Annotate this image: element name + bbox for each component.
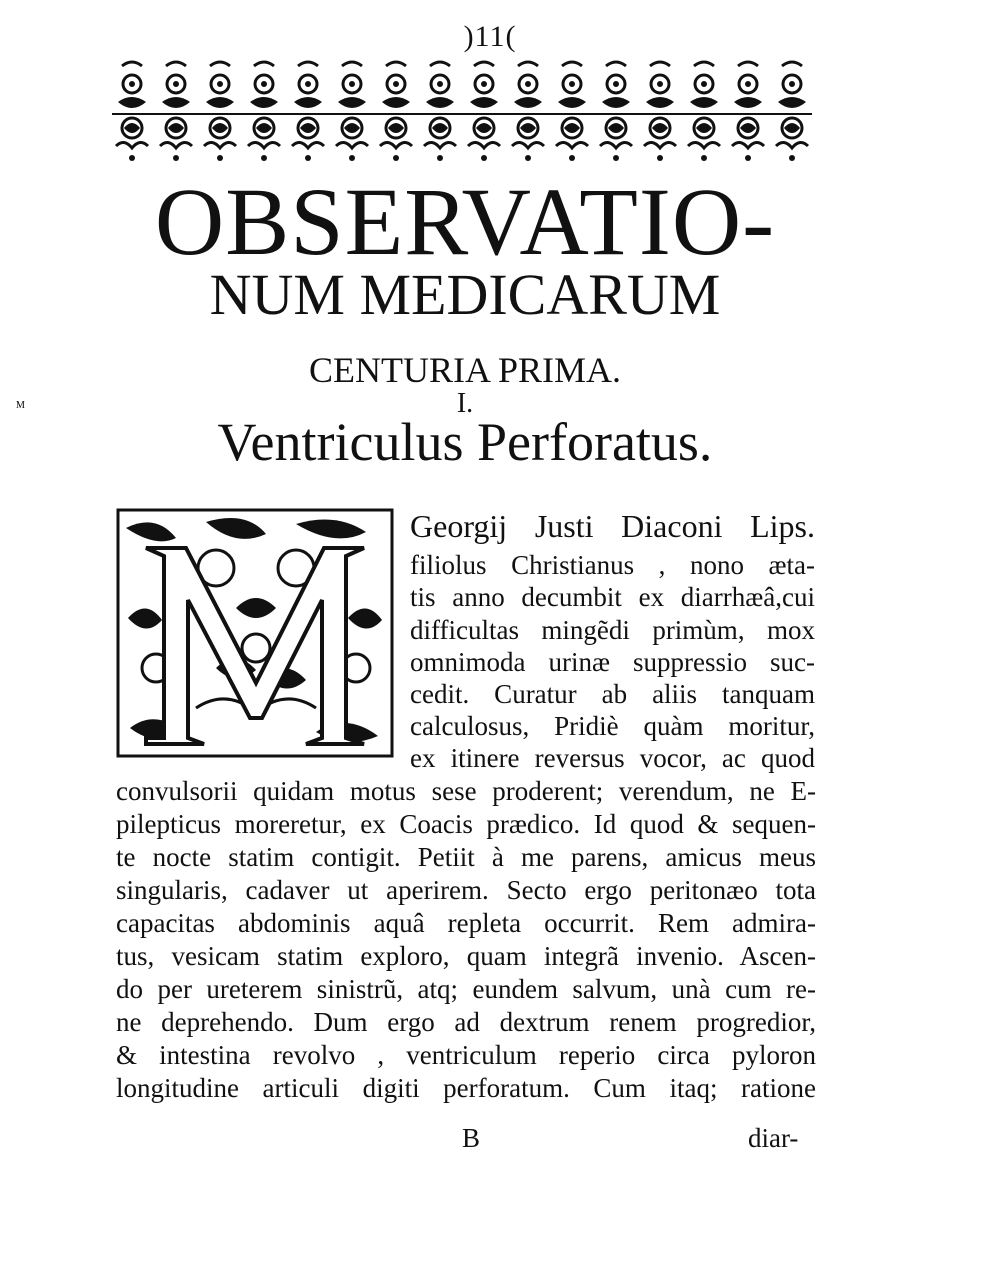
catchword: diar-	[748, 1123, 799, 1153]
observation-title: Ventriculus Perforatus.	[217, 412, 713, 472]
page-number: )11(	[463, 20, 517, 53]
title-main: OBSERVATIO-	[154, 168, 776, 275]
text-line: tis anno decumbit ex diarrhæâ,cui	[410, 582, 815, 612]
text-line: singularis, cadaver ut aperirem. Secto ergo peritonæo tota	[116, 875, 816, 905]
centuria-heading: CENTURIA PRIMA.	[308, 350, 622, 390]
text-line: te nocte statim contigit. Petiit à me parens, amicus meus	[116, 842, 816, 872]
text-line: pilepticus moreretur, ex Coacis prædico. Id quod & sequen-	[116, 809, 816, 839]
observation-number: I.	[456, 388, 474, 419]
text-line: ne deprehendo. Dum ergo ad dextrum renem progredior,	[116, 1007, 816, 1037]
title-sub: NUM MEDICARUM	[209, 262, 721, 327]
decorated-initial	[16, 400, 394, 758]
signature-mark: B	[462, 1123, 481, 1153]
text-line: & intestina revolvo , ventriculum reperio circa pyloron	[116, 1040, 816, 1070]
text-line: capacitas abdominis aquâ repleta occurrit. Rem admira-	[116, 908, 816, 938]
text-line: cedit. Curatur ab aliis tanquam	[410, 679, 815, 709]
text-line: convulsorii quidam motus sese proderent; verendum, ne E-	[116, 776, 816, 806]
text-line: tus, vesicam statim exploro, quam integrã invenio. Ascen-	[116, 941, 816, 971]
text-line: calculosus, Pridiè quàm moritur,	[410, 711, 815, 741]
text-line: filiolus Christianus , nono æta-	[410, 550, 815, 580]
text-line: do per ureterem sinistrũ, atq; eundem salvum, unà cum re-	[116, 974, 816, 1004]
text-line: omnimoda urinæ suppressio suc-	[410, 647, 815, 677]
text-line: difficultas mingẽdi primùm, mox	[410, 615, 815, 645]
text-line: longitudine articuli digiti perforatum. Cum itaq; ratione	[116, 1073, 816, 1103]
initial-letter-text: M	[16, 400, 25, 411]
text-line: Georgij Justi Diaconi Lips.	[410, 508, 815, 544]
text-line: ex itinere reversus vocor, ac quod	[410, 743, 815, 773]
ornament-band	[112, 58, 812, 166]
